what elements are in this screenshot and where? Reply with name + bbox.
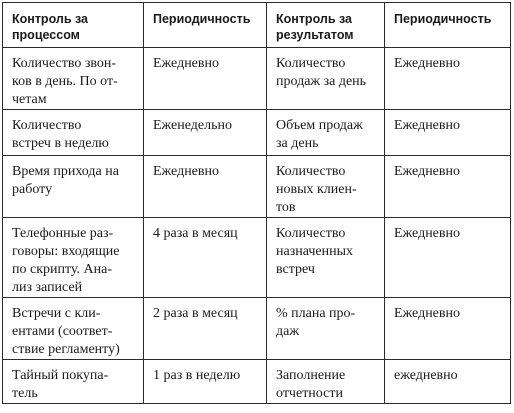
header-result-control — [267, 3, 385, 48]
table-row — [3, 298, 511, 360]
table-row — [3, 156, 511, 218]
table-cell — [144, 156, 267, 218]
table-cell — [385, 298, 511, 360]
table-cell — [3, 156, 144, 218]
cell-text: ежедневно — [394, 368, 458, 383]
cell-text: Еженедельно — [153, 118, 232, 133]
table-cell — [267, 110, 385, 156]
cell-text: Количество назначенных встреч — [276, 226, 354, 277]
table-cell — [385, 218, 511, 298]
cell-text: Ежедневно — [394, 226, 461, 241]
header-process-control — [3, 3, 144, 48]
control-periodicity-table — [2, 2, 511, 404]
table-row — [3, 218, 511, 298]
table-cell — [3, 218, 144, 298]
cell-text: Количество продаж за день — [276, 56, 367, 89]
cell-text: Количество встреч в неделю — [12, 118, 109, 151]
cell-text: Ежедневно — [153, 164, 220, 179]
header-label: Периодичность — [153, 12, 251, 26]
table-cell — [144, 110, 267, 156]
cell-text: 4 раза в месяц — [153, 226, 238, 241]
cell-text: Время прихода на работу — [12, 164, 119, 197]
table-cell — [144, 48, 267, 110]
cell-text: 1 раз в неделю — [153, 368, 241, 383]
table-cell — [385, 360, 511, 404]
cell-text: Встречи с кли- ентами (соответ- ствие регламенту) — [12, 306, 120, 357]
cell-text: Ежедневно — [153, 56, 220, 71]
header-label: Контроль за результатом — [276, 12, 354, 42]
table-cell — [3, 110, 144, 156]
cell-text: Заполнение отчетности — [276, 368, 346, 401]
table-cell — [144, 298, 267, 360]
header-result-periodicity — [385, 3, 511, 48]
cell-text: Ежедневно — [394, 118, 461, 133]
header-label: Контроль за процессом — [12, 12, 88, 42]
table-row — [3, 48, 511, 110]
table-cell — [267, 360, 385, 404]
table-cell — [385, 48, 511, 110]
cell-text: Тайный покупа- тель — [12, 368, 109, 401]
cell-text: Количество звон- ков в день. По от- четам — [12, 56, 118, 107]
table-cell — [144, 218, 267, 298]
cell-text: % плана про- даж — [276, 306, 356, 339]
table-cell — [267, 298, 385, 360]
cell-text: Ежедневно — [394, 56, 461, 71]
table-cell — [385, 156, 511, 218]
table-cell — [267, 48, 385, 110]
table-row — [3, 360, 511, 404]
table-cell — [144, 360, 267, 404]
header-row — [3, 3, 511, 48]
header-label: Периодичность — [394, 12, 492, 26]
table-cell — [3, 48, 144, 110]
table-row — [3, 110, 511, 156]
table-cell — [267, 156, 385, 218]
cell-text: Телефонные раз- говоры: входящие по скрипту. Ана- лиз записей — [12, 226, 120, 295]
table-cell — [3, 360, 144, 404]
table-cell — [3, 298, 144, 360]
cell-text: Ежедневно — [394, 306, 461, 321]
table-cell — [267, 218, 385, 298]
header-process-periodicity — [144, 3, 267, 48]
cell-text: 2 раза в месяц — [153, 306, 238, 321]
cell-text: Количество новых клиен- тов — [276, 164, 357, 215]
cell-text: Объем продаж за день — [276, 118, 363, 151]
cell-text: Ежедневно — [394, 164, 461, 179]
table-cell — [385, 110, 511, 156]
